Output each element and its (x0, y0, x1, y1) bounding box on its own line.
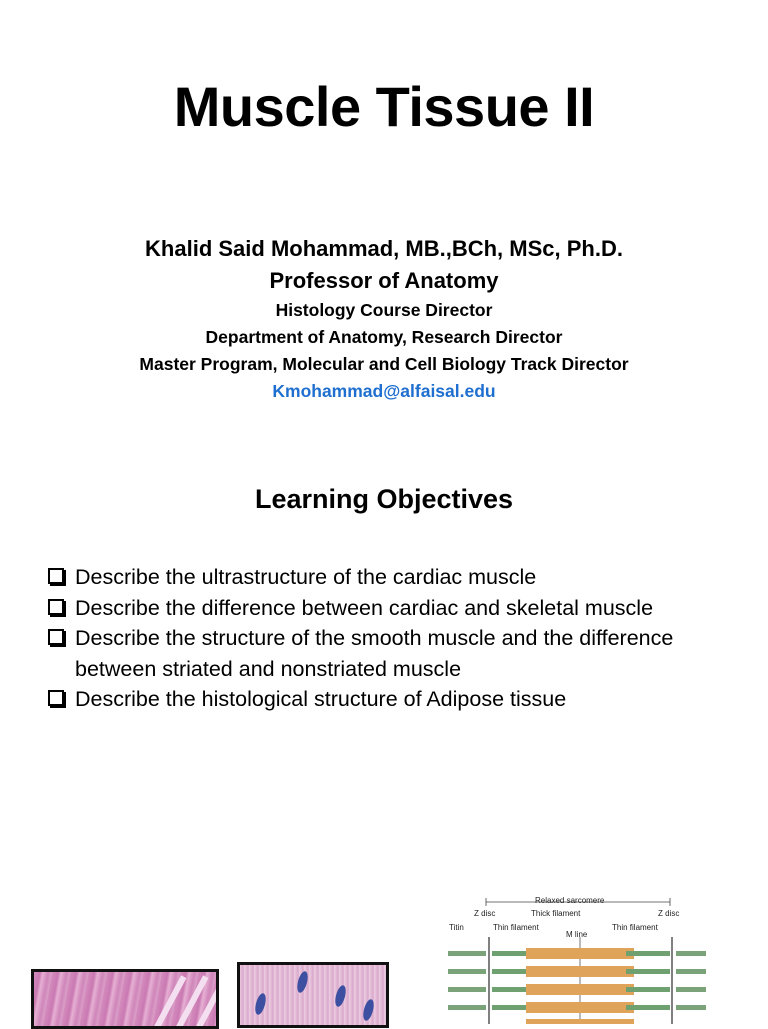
author-role-2: Department of Anatomy, Research Director (205, 327, 563, 347)
objective-item (46, 684, 746, 715)
author-role-1: Histology Course Director (275, 300, 493, 320)
nucleus-mark (253, 992, 267, 1016)
objective-text: Describe the structure of the smooth muscle and the difference between striated and nonstriated muscle (75, 626, 674, 681)
label-thin-filament-right: Thin filament (612, 923, 658, 932)
author-position: Professor of Anatomy (269, 268, 499, 293)
objective-item (46, 593, 746, 624)
label-relaxed-sarcomere: Relaxed sarcomere (535, 896, 605, 905)
objective-text: Describe the histological structure of Adipose tissue (75, 687, 567, 711)
author-block (0, 233, 768, 405)
objective-text: Describe the ultrastructure of the cardiac muscle (75, 565, 537, 589)
cardiac-muscle-micrograph (237, 962, 389, 1028)
author-role-3: Master Program, Molecular and Cell Biology Track Director (139, 354, 629, 374)
objective-item (46, 623, 746, 684)
sarcomere-diagram (440, 893, 710, 1024)
label-z-disc-right: Z disc (658, 909, 680, 918)
learning-objectives-list (46, 562, 746, 715)
skeletal-muscle-micrograph (31, 969, 219, 1029)
checkbox-bullet-icon (48, 599, 64, 615)
label-m-line: M line (566, 930, 588, 939)
author-name: Khalid Said Mohammad, MB.,BCh, MSc, Ph.D. (145, 236, 623, 261)
label-thin-filament-left: Thin filament (493, 923, 539, 932)
objective-item (46, 562, 746, 593)
nucleus-mark (333, 984, 347, 1008)
learning-objectives-heading: Learning Objectives (254, 484, 514, 514)
slide-title: Muscle Tissue II (173, 75, 595, 138)
nucleus-mark (295, 970, 309, 994)
checkbox-bullet-icon (48, 629, 64, 645)
objective-text: Describe the difference between cardiac and skeletal muscle (75, 595, 654, 620)
checkbox-bullet-icon (48, 690, 64, 706)
checkbox-bullet-icon (48, 568, 64, 584)
author-email-link[interactable]: Kmohammad@alfaisal.edu (272, 381, 496, 401)
label-z-disc-left: Z disc (474, 909, 496, 918)
nucleus-mark (361, 998, 375, 1022)
label-titin: Titin (449, 923, 464, 932)
label-thick-filament: Thick filament (531, 909, 581, 918)
